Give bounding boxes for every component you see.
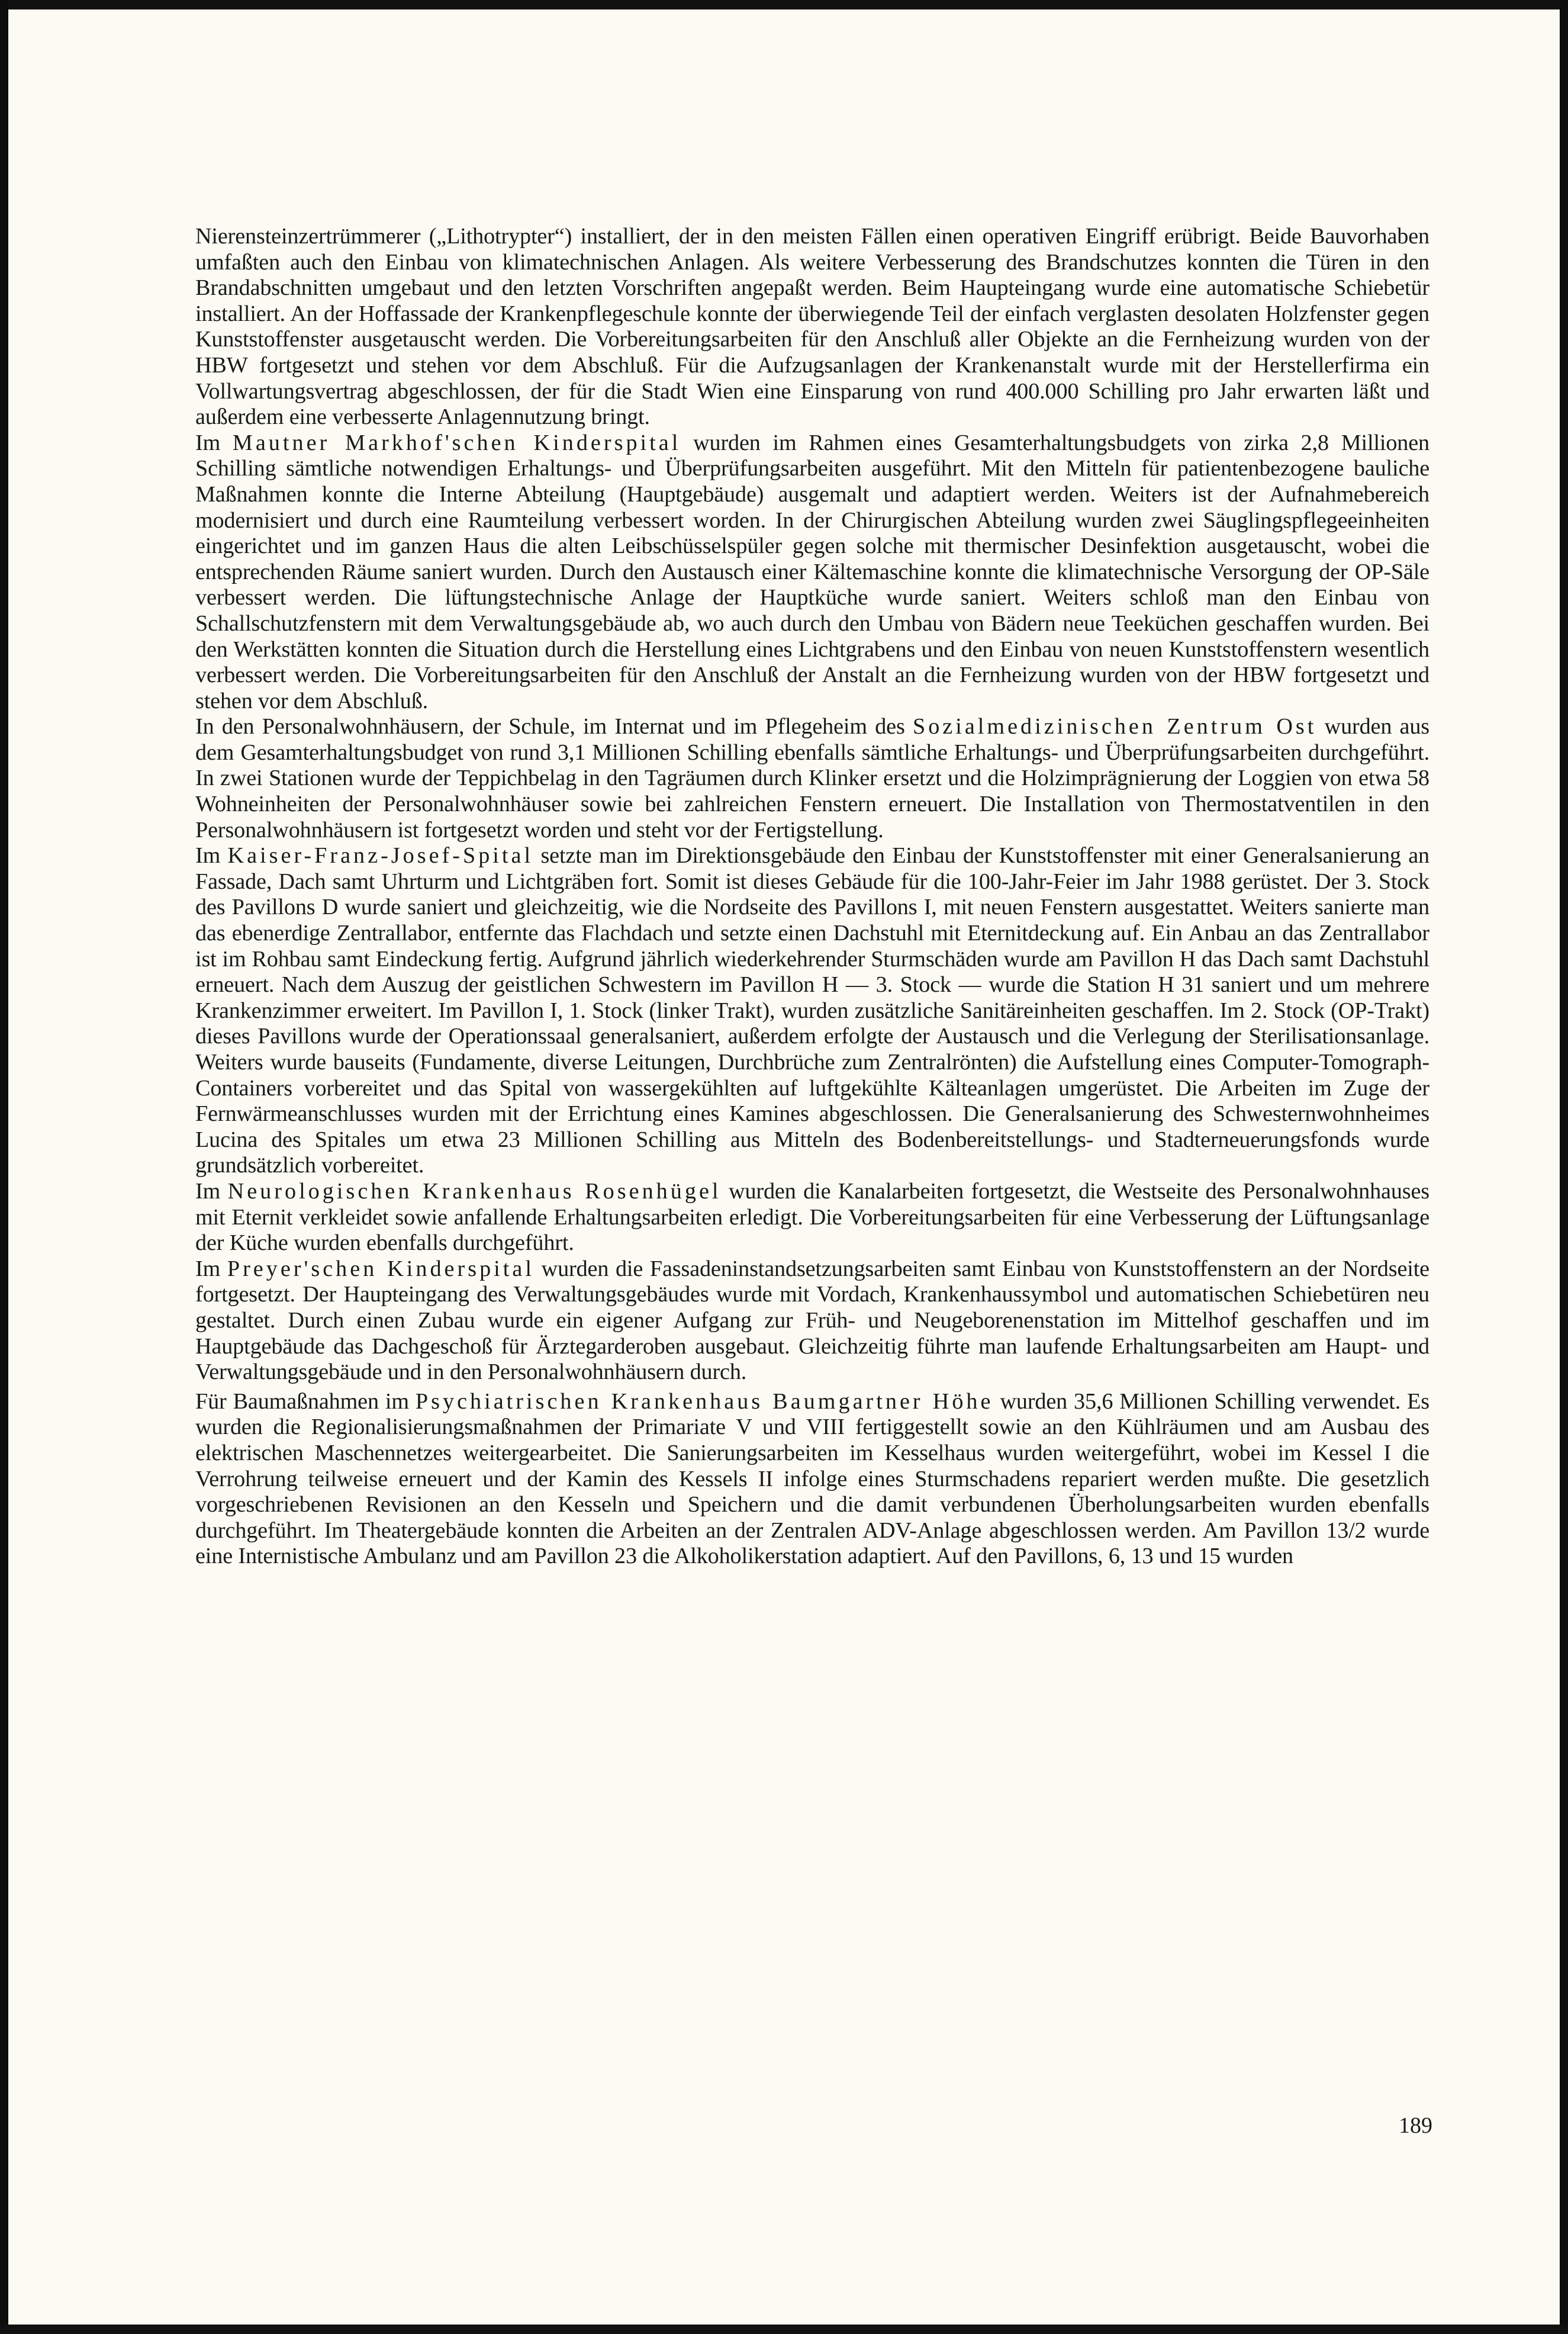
paragraph-rosenhuegel: [195, 1179, 1429, 1256]
paragraph-lithotrypter: [195, 224, 1429, 430]
institution-name: Mautner Markhof'schen Kinderspital: [232, 430, 681, 455]
institution-name: Sozialmedizinischen Zentrum Ost: [912, 714, 1317, 740]
page-body: [195, 224, 1429, 1570]
paragraph-kaiser-franz-josef: [195, 843, 1429, 1179]
paragraph-prefix: Im: [195, 1178, 228, 1204]
paragraph-prefix: Im: [195, 1256, 227, 1281]
paragraph-text: wurden die Kanalarbeiten fortgesetzt, die Westseite des Personalwohnhauses mit Eternit verkleidet sowie anfallende Erhaltungsarbeiten erledigt. Die Vorbereitungsarbeiten für eine Verbesserung der Lüftungsanlage der Küche wurden ebenfalls durchgeführt.: [195, 1178, 1429, 1256]
institution-name: Neurologischen Krankenhaus Rosenhügel: [227, 1178, 722, 1204]
paragraph-prefix: Im: [195, 430, 233, 455]
paragraph-smz-ost: [195, 714, 1429, 843]
paragraph-text: setzte man im Direktionsgebäude den Einbau der Kunststoffenster mit einer Generalsanierung an Fassade, Dach samt Uhrturm und Lichtgräben fort. Somit ist dieses Gebäude für die 100-Jahr-Feier im Jahr 1988 gerüstet. Der 3. Stock des Pavillons D wurde saniert und gleichzeitig, wie die Nordseite des Pavillons I, mit neuen Fenstern ausgestattet. Weiters sanierte man das ebenerdige Zentrallabor, entfernte das Flachdach und setzte einen Dachstuhl mit Eternitdeckung auf. Ein Anbau an das Zentrallabor ist im Rohbau samt Eindeckung fertig. Aufgrund jährlich wiederkehrender Sturmschäden wurde am Pavillon H das Dach samt Dachstuhl erneuert. Nach dem Auszug der geistlichen Schwestern im Pavillon H — 3. Stock — wurde die Station H 31 saniert und um mehrere Krankenzimmer erweitert. Im Pavillon I, 1. Stock (linker Trakt), wurden zusätzliche Sanitäreinheiten geschaffen. Im 2. Stock (OP-Trakt) dieses Pavillons wurde der Operationssaal generalsaniert, außerdem erfolgte der Austausch und die Verlegung der Sterilisationsanlage. Weiters wurde bauseits (Fundamente, diverse Leitungen, Durchbrüche zum Zentralrönten) die Aufstellung eines Computer-Tomograph-Containers vorbereitet und das Spital von wassergekühlten auf luftgekühlte Kälteanlagen umgerüstet. Die Arbeiten im Zuge der Fernwärmeanschlusses wurden mit der Errichtung eines Kamines abgeschlossen. Die Generalsanierung des Schwesternwohnheimes Lucina des Spitales um etwa 23 Millionen Schilling aus Mitteln des Bodenbereitstellungs- und Stadterneuerungsfonds wurde grundsätzlich vorbereitet.: [195, 843, 1429, 1178]
institution-name: Psychiatrischen Krankenhaus Baumgartner Höhe: [415, 1388, 994, 1414]
institution-name: Kaiser-Franz-Josef-Spital: [227, 843, 534, 869]
paragraph-text: wurden im Rahmen eines Gesamterhaltungsbudgets von zirka 2,8 Millionen Schilling sämtliche notwendigen Erhaltungs- und Überprüfungsarbeiten ausgeführt. Mit den Mitteln für patientenbezogene bauliche Maßnahmen konnte die Interne Abteilung (Hauptgebäude) ausgemalt und adaptiert werden. Weiters ist der Aufnahmebereich modernisiert und durch eine Raumteilung verbessert worden. In der Chirurgischen Abteilung wurden zwei Säuglingspflegeeinheiten eingerichtet und im ganzen Haus die alten Leibschüsselspüler gegen solche mit thermischer Desinfektion ausgetauscht, wobei die entsprechenden Räume saniert wurden. Durch den Austausch einer Kältemaschine konnte die klimatechnische Versorgung der OP-Säle verbessert werden. Die lüftungstechnische Anlage der Hauptküche wurde saniert. Weiters schloß man den Einbau von Schallschutzfenstern mit dem Verwaltungsgebäude ab, wo auch durch den Umbau von Bädern neue Teeküchen geschaffen wurden. Bei den Werkstätten konnten die Situation durch die Herstellung eines Lichtgrabens und den Einbau von neuen Kunststoffenstern wesentlich verbessert werden. Die Vorbereitungsarbeiten für den Anschluß der Anstalt an die Fernheizung wurden von der HBW fortgesetzt und stehen vor dem Abschluß.: [195, 430, 1429, 713]
page-number: 189: [1399, 2113, 1432, 2138]
paragraph-mautner-markhof: [195, 430, 1429, 715]
paragraph-prefix: In den Personalwohnhäusern, der Schule, im Internat und im Pflegeheim des: [195, 714, 913, 740]
paragraph-preyer: [195, 1256, 1429, 1385]
paragraph-text: Nierensteinzertrümmerer („Lithotrypter“) installiert, der in den meisten Fällen einen operativen Eingriff erübrigt. Beide Bauvorhaben umfaßten auch den Einbau von klimatechnischen Anlagen. Als weitere Verbesserung des Brandschutzes konnten die Türen in den Brandabschnitten umgebaut und den letzten Vorschriften angepaßt werden. Beim Haupteingang wurde eine automatische Schiebetür installiert. An der Hoffassade der Krankenpflegeschule konnte der überwiegende Teil der einfach verglasten desolaten Holzfenster gegen Kunststoffenster ausgetauscht werden. Die Vorbereitungsarbeiten für den Anschluß aller Objekte an die Fernheizung wurden von der HBW fortgesetzt und stehen vor dem Abschluß. Für die Aufzugsanlagen der Krankenanstalt wurde mit der Herstellerfirma ein Vollwartungsvertrag abgeschlossen, der für die Stadt Wien eine Einsparung von rund 400.000 Schilling pro Jahr erwarten läßt und außerdem eine verbesserte Anlagennutzung bringt.: [195, 224, 1429, 430]
scan-border-bottom: [0, 2325, 1568, 2334]
paragraph-text: wurden aus dem Gesamterhaltungsbudget von rund 3,1 Millionen Schilling ebenfalls sämtliche Erhaltungs- und Überprüfungsarbeiten durchgeführt. In zwei Stationen wurde der Teppichbelag in den Tagräumen durch Klinker ersetzt und die Holzimprägnierung der Loggien von etwa 58 Wohneinheiten der Personalwohnhäuser sowie bei zahlreichen Fenstern erneuert. Die Installation von Thermostatventilen in den Personalwohnhäusern ist fortgesetzt worden und steht vor der Fertigstellung.: [195, 714, 1430, 843]
paragraph-text: wurden 35,6 Millionen Schilling verwendet. Es wurden die Regionalisierungsmaßnahmen der Primariate V und VIII fertiggestellt sowie an den Kühlräumen und am Ausbau des elektrischen Maschennetzes weitergearbeitet. Die Sanierungsarbeiten im Kesselhaus wurden weitergeführt, wobei im Kessel I die Verrohrung teilweise erneuert und der Kamin des Kessels II infolge eines Sturmschadens repariert werden mußte. Die gesetzlich vorgeschriebenen Revisionen an den Kesseln und Speichern und die damit verbundenen Überholungsarbeiten wurden ebenfalls durchgeführt. Im Theatergebäude konnten die Arbeiten an der Zentralen ADV-Anlage abgeschlossen werden. Am Pavillon 13/2 wurde eine Internistische Ambulanz und am Pavillon 23 die Alkoholikerstation adaptiert. Auf den Pavillons, 6, 13 und 15 wurden: [195, 1388, 1429, 1569]
paragraph-baumgartner-hoehe: [195, 1389, 1429, 1570]
paragraph-text: wurden die Fassadeninstandsetzungsarbeiten samt Einbau von Kunststoffenstern an der Nordseite fortgesetzt. Der Haupteingang des Verwaltungsgebäudes wurde mit Vordach, Krankenhaussymbol und automatischen Schiebetüren neu gestaltet. Durch einen Zubau wurde ein eigener Aufgang zur Früh- und Neugeborenenstation im Mittelhof geschaffen und im Hauptgebäude das Dachgeschoß für Ärztegarderoben ausgebaut. Gleichzeitig führte man laufende Erhaltungsarbeiten am Haupt- und Verwaltungsgebäude und in den Personalwohnhäusern durch.: [195, 1256, 1429, 1385]
paragraph-prefix: Für Baumaßnahmen im: [195, 1388, 416, 1414]
paragraph-prefix: Im: [195, 843, 228, 869]
institution-name: Preyer'schen Kinderspital: [227, 1256, 535, 1281]
